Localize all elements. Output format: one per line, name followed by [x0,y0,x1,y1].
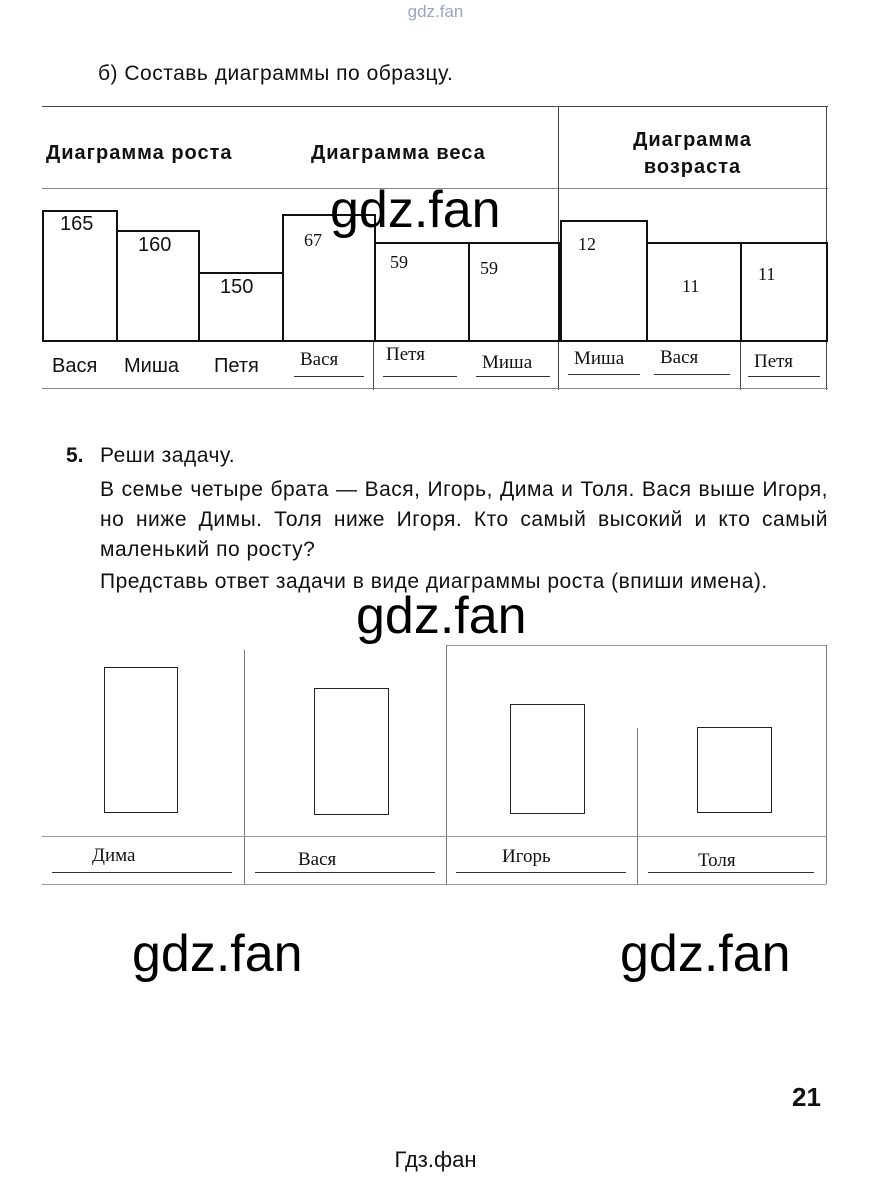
height-bar-value: 150 [220,276,254,298]
divider [42,106,828,107]
task-text: В семье четыре брата — Вася, Игорь, Дима и Толя. Вася выше Игоря, но ниже Димы. Толя ниже Игоря. Кто самый высокий и кто самый маленький по росту? [100,478,828,561]
height-bar-name: Миша [124,355,179,377]
answer-name: Дима [92,845,136,866]
answer-name: Игорь [502,846,551,867]
divider [446,645,826,646]
height-bar-value: 160 [138,234,172,256]
weight-bar [374,242,470,342]
divider [42,836,826,837]
height-bar-name: Вася [52,355,98,377]
answer-underline [255,872,435,873]
watermark: gdz.fan [620,925,791,983]
height-bar-value: 165 [60,213,94,235]
height-bar-name: Петя [214,355,259,377]
weight-bar-name: Миша [482,352,533,373]
task-instruction: Представь ответ задачи в виде диаграммы роста (впиши имена). [100,570,768,593]
divider [637,728,638,884]
watermark: gdz.fan [132,925,303,983]
age-bar [740,242,828,342]
name-underline [383,376,457,377]
age-chart-title-line2: возраста [643,156,742,178]
divider [42,388,828,389]
weight-bar-value: 67 [304,230,322,250]
answer-underline [52,872,232,873]
height-chart-title: Диаграмма роста [46,142,233,164]
answer-underline [648,872,814,873]
answer-bar [697,727,772,813]
age-bar-name: Миша [574,348,625,369]
answer-underline [456,872,626,873]
task-heading: Реши задачу. [100,444,236,467]
age-bar-name: Вася [660,347,699,368]
answer-bar [104,667,178,813]
answer-name: Толя [698,850,736,871]
divider [42,884,826,885]
divider [373,340,374,390]
weight-bar-value: 59 [480,258,498,278]
age-bar-value: 11 [682,276,700,296]
age-chart-title-line1: Диаграмма [633,129,752,151]
age-bar-name: Петя [754,351,793,372]
divider [740,340,741,390]
weight-bar-name: Вася [300,349,339,370]
divider [826,645,827,884]
name-underline [748,376,820,377]
name-underline [294,376,364,377]
divider [446,645,447,884]
divider [244,650,245,884]
age-bar-value: 12 [578,234,596,254]
weight-bar-name: Петя [386,344,425,365]
weight-bar [468,242,560,342]
part-b-instruction: б) Составь диаграммы по образцу. [98,62,454,85]
watermark: gdz.fan [330,181,501,239]
watermark-top: gdz.fan [407,2,464,21]
task-number: 5. [66,444,84,467]
age-bar-value: 11 [758,264,776,284]
name-underline [568,374,640,375]
age-bar [560,220,648,342]
answer-bar [510,704,585,814]
answer-name: Вася [298,849,337,870]
name-underline [654,374,730,375]
age-chart-title [560,127,825,181]
page-number: 21 [792,1082,821,1112]
name-underline [476,376,550,377]
weight-bar-value: 59 [390,252,408,272]
weight-chart-title: Диаграмма веса [311,142,486,164]
footer-text: Гдз.фан [394,1147,477,1172]
watermark: gdz.fan [356,587,527,645]
answer-bar [314,688,389,815]
